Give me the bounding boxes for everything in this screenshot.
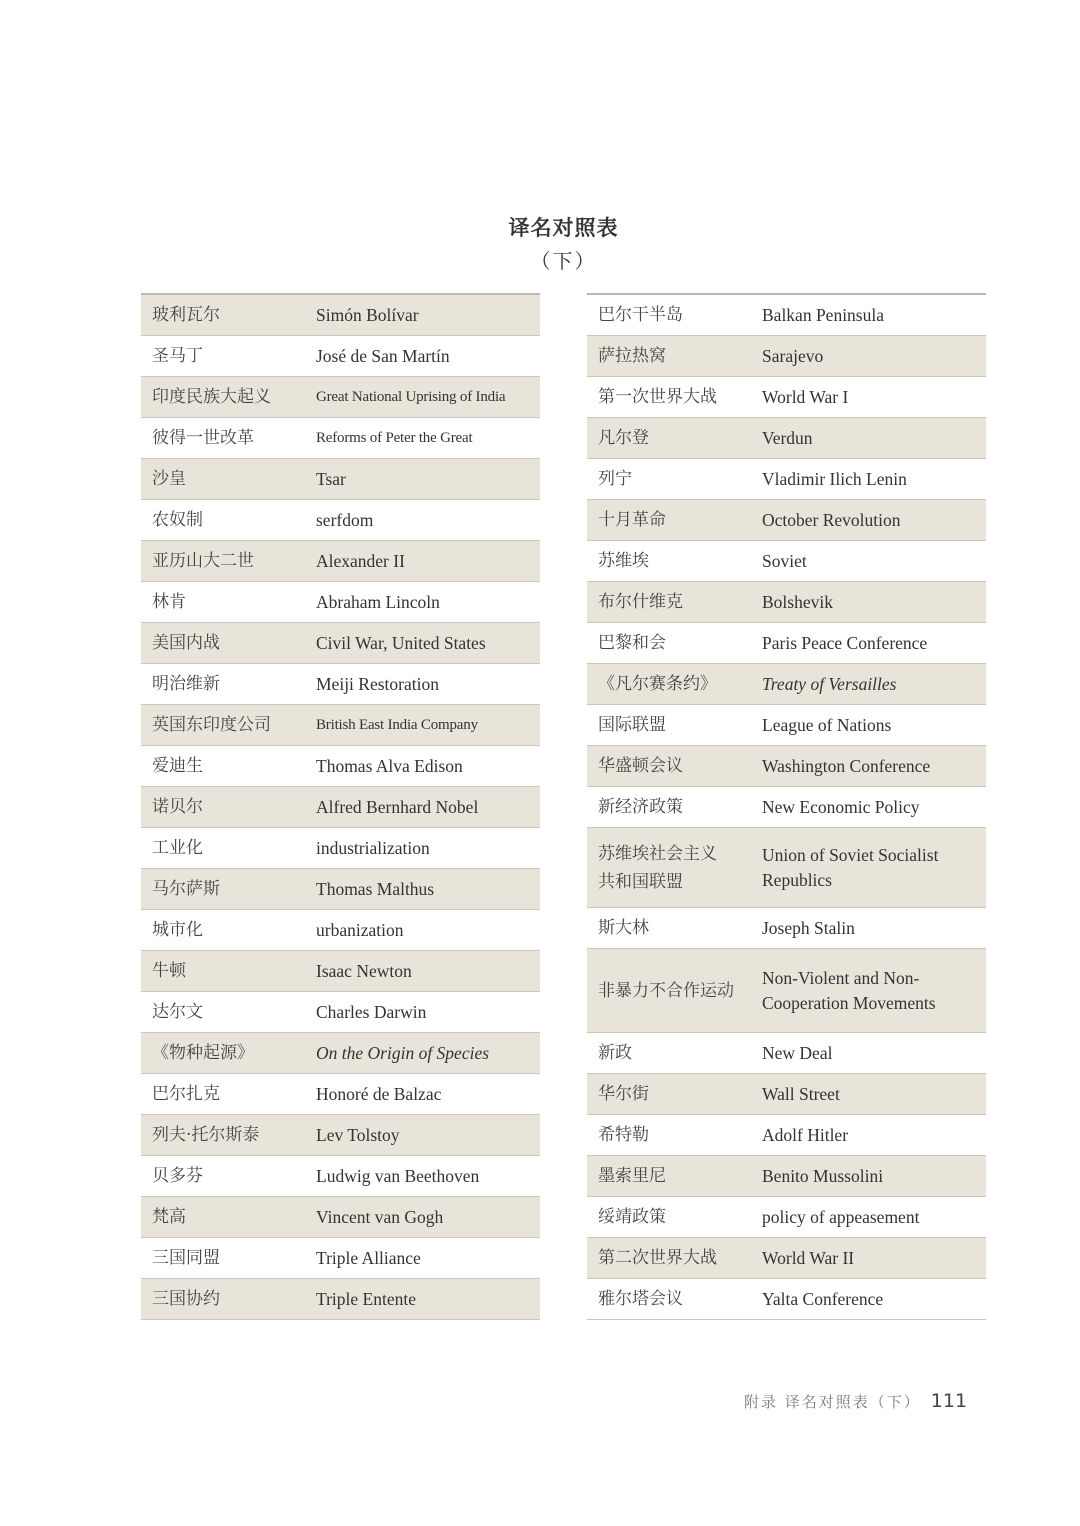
chinese-term: 斯大林 — [598, 918, 649, 938]
table-row — [141, 746, 540, 787]
english-term: Tsar — [316, 468, 346, 489]
chinese-term: 墨索里尼 — [598, 1166, 666, 1186]
table-row — [587, 908, 986, 949]
english-term: On the Origin of Species — [316, 1042, 490, 1063]
table-row — [141, 869, 540, 910]
english-term: Wall Street — [762, 1083, 840, 1104]
english-term: World War I — [762, 386, 849, 407]
chinese-term: 苏维埃社会主义 共和国联盟 — [598, 843, 717, 892]
chinese-term: 彼得一世改革 — [152, 428, 254, 448]
table-row — [141, 377, 540, 418]
page-subtitle: （下） — [530, 249, 597, 273]
table-row — [141, 541, 540, 582]
table-row — [587, 377, 986, 418]
english-term: Non-Violent and Non- Cooperation Movements — [762, 967, 936, 1013]
english-term: Triple Alliance — [316, 1247, 421, 1268]
english-term: Meiji Restoration — [316, 673, 439, 694]
chinese-term: 贝多芬 — [152, 1166, 203, 1186]
english-term: Lev Tolstoy — [316, 1124, 400, 1145]
chinese-term: 三国协约 — [152, 1289, 220, 1309]
english-term: industrialization — [316, 837, 430, 858]
chinese-term: 十月革命 — [598, 510, 666, 530]
english-term: Vincent van Gogh — [316, 1206, 444, 1227]
chinese-term: 绥靖政策 — [598, 1207, 666, 1227]
english-term: Alexander II — [316, 550, 405, 571]
table-row — [141, 1238, 540, 1279]
english-term: José de San Martín — [316, 345, 450, 366]
table-row — [141, 418, 540, 459]
english-term: League of Nations — [762, 714, 892, 735]
table-row — [141, 1033, 540, 1074]
english-term: Abraham Lincoln — [316, 591, 440, 612]
chinese-term: 华尔街 — [598, 1084, 649, 1104]
english-term: Union of Soviet Socialist Republics — [762, 844, 939, 890]
english-term: Alfred Bernhard Nobel — [316, 796, 479, 817]
table-row — [141, 1156, 540, 1197]
english-term: Joseph Stalin — [762, 917, 855, 938]
english-term: Washington Conference — [762, 755, 931, 776]
chinese-term: 梵高 — [152, 1207, 186, 1227]
chinese-term: 《物种起源》 — [152, 1043, 254, 1063]
english-term: Triple Entente — [316, 1288, 416, 1309]
english-term: Adolf Hitler — [762, 1124, 849, 1145]
table-row — [587, 623, 986, 664]
table-row — [141, 828, 540, 869]
english-term: British East India Company — [316, 716, 478, 733]
table-row — [141, 787, 540, 828]
chinese-term: 新政 — [598, 1043, 632, 1063]
english-term: Charles Darwin — [316, 1001, 427, 1022]
chinese-term: 印度民族大起义 — [152, 387, 271, 407]
chinese-term: 希特勒 — [598, 1125, 649, 1145]
chinese-term: 《凡尔赛条约》 — [598, 674, 717, 694]
english-term: Paris Peace Conference — [762, 632, 928, 653]
chinese-term: 达尔文 — [152, 1002, 203, 1022]
chinese-term: 爱迪生 — [152, 756, 203, 776]
table-row — [587, 295, 986, 336]
table-row — [587, 582, 986, 623]
table-row — [587, 336, 986, 377]
table-row — [141, 336, 540, 377]
chinese-term: 沙皇 — [152, 469, 186, 489]
chinese-term: 非暴力不合作运动 — [598, 980, 734, 1001]
english-term: New Deal — [762, 1042, 833, 1063]
table-row — [141, 500, 540, 541]
table-row — [587, 418, 986, 459]
chinese-term: 圣马丁 — [152, 346, 203, 366]
table-row — [141, 1115, 540, 1156]
table-row — [587, 1115, 986, 1156]
english-term: New Economic Policy — [762, 796, 920, 817]
table-row — [141, 1074, 540, 1115]
table-row — [141, 582, 540, 623]
table-row — [587, 541, 986, 582]
chinese-term: 苏维埃 — [598, 551, 649, 571]
footer-section-label: 附录 译名对照表（下） — [744, 1393, 921, 1411]
chinese-term: 巴尔扎克 — [152, 1084, 220, 1104]
table-row — [587, 949, 986, 1033]
page-number: 111 — [930, 1390, 968, 1412]
table-row — [587, 1156, 986, 1197]
english-term: Civil War, United States — [316, 632, 486, 653]
english-term: Treaty of Versailles — [762, 673, 897, 694]
chinese-term: 牛顿 — [152, 961, 186, 981]
english-term: urbanization — [316, 919, 404, 940]
english-term: Simón Bolívar — [316, 304, 419, 325]
english-term: Sarajevo — [762, 345, 824, 366]
chinese-term: 农奴制 — [152, 510, 203, 530]
table-row — [587, 787, 986, 828]
table-row — [587, 459, 986, 500]
table-row — [587, 705, 986, 746]
chinese-term: 三国同盟 — [152, 1248, 220, 1268]
chinese-term: 国际联盟 — [598, 715, 666, 735]
chinese-term: 工业化 — [152, 838, 203, 858]
table-row — [587, 664, 986, 705]
english-term: October Revolution — [762, 509, 901, 530]
english-term: Vladimir Ilich Lenin — [762, 468, 907, 489]
table-row — [587, 746, 986, 787]
table-row — [141, 295, 540, 336]
english-term: Ludwig van Beethoven — [316, 1165, 480, 1186]
english-term: Soviet — [762, 550, 807, 571]
table-row — [141, 664, 540, 705]
table-row — [141, 705, 540, 746]
table-row — [587, 1033, 986, 1074]
table-row — [587, 1074, 986, 1115]
english-term: Thomas Malthus — [316, 878, 435, 899]
chinese-term: 马尔萨斯 — [152, 879, 220, 899]
chinese-term: 诺贝尔 — [152, 797, 203, 817]
english-term: World War II — [762, 1247, 855, 1268]
glossary-table-right — [587, 293, 986, 1320]
english-term: Yalta Conference — [762, 1288, 884, 1309]
chinese-term: 亚历山大二世 — [152, 551, 254, 571]
chinese-term: 新经济政策 — [598, 797, 683, 817]
chinese-term: 列夫·托尔斯泰 — [152, 1125, 260, 1145]
chinese-term: 雅尔塔会议 — [598, 1289, 683, 1309]
chinese-term: 美国内战 — [152, 633, 220, 653]
chinese-term: 第一次世界大战 — [598, 387, 717, 407]
english-term: Balkan Peninsula — [762, 304, 884, 325]
chinese-term: 明治维新 — [152, 674, 220, 694]
chinese-term: 布尔什维克 — [598, 592, 683, 612]
english-term: serfdom — [316, 509, 374, 530]
table-row — [141, 951, 540, 992]
table-row — [141, 1279, 540, 1320]
english-term: Honoré de Balzac — [316, 1083, 442, 1104]
english-term: Verdun — [762, 427, 813, 448]
table-row — [587, 1279, 986, 1320]
table-row — [587, 1197, 986, 1238]
chinese-term: 玻利瓦尔 — [152, 305, 220, 325]
chinese-term: 英国东印度公司 — [152, 715, 271, 735]
table-row — [587, 500, 986, 541]
chinese-term: 城市化 — [152, 920, 203, 940]
chinese-term: 华盛顿会议 — [598, 756, 683, 776]
table-row — [141, 992, 540, 1033]
page-footer — [744, 1390, 967, 1412]
chinese-term: 林肯 — [152, 592, 186, 612]
english-term: Isaac Newton — [316, 960, 412, 981]
chinese-term: 巴尔干半岛 — [598, 305, 683, 325]
table-row — [141, 459, 540, 500]
english-term: Bolshevik — [762, 591, 833, 612]
english-term: Reforms of Peter the Great — [316, 429, 473, 446]
english-term: Great National Uprising of India — [316, 388, 506, 405]
table-row — [587, 1238, 986, 1279]
glossary-table-left — [141, 293, 540, 1320]
table-row — [141, 623, 540, 664]
chinese-term: 萨拉热窝 — [598, 346, 666, 366]
page-title: 译名对照表 — [508, 216, 619, 240]
english-term: policy of appeasement — [762, 1206, 920, 1227]
chinese-term: 列宁 — [598, 469, 632, 489]
chinese-term: 凡尔登 — [598, 428, 649, 448]
english-term: Benito Mussolini — [762, 1165, 884, 1186]
table-row — [587, 828, 986, 908]
english-term: Thomas Alva Edison — [316, 755, 463, 776]
chinese-term: 巴黎和会 — [598, 633, 666, 653]
table-row — [141, 910, 540, 951]
chinese-term: 第二次世界大战 — [598, 1248, 717, 1268]
table-row — [141, 1197, 540, 1238]
